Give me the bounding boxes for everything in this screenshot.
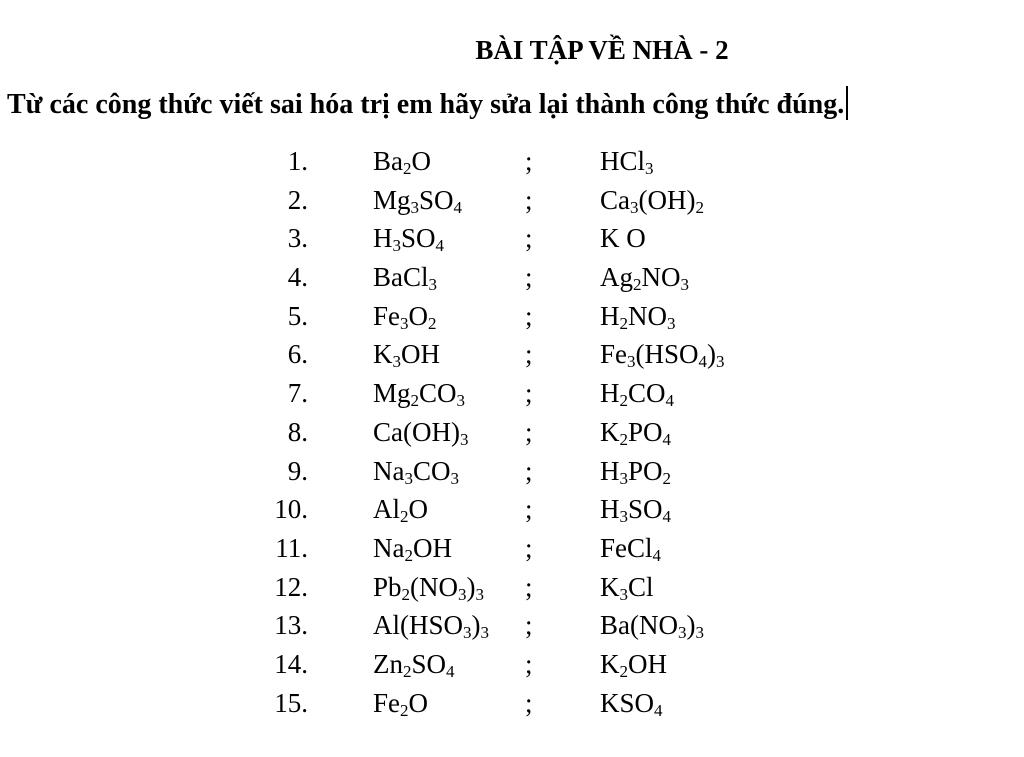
- formula-separator: ;: [525, 262, 533, 293]
- exercise-row: [0, 568, 1024, 607]
- exercise-row: [0, 219, 1024, 258]
- exercise-number: 4.: [287, 262, 308, 293]
- formula-separator: ;: [525, 610, 533, 641]
- formula-right: $Ca_3(OH)_2$: [600, 184, 704, 217]
- formula-right: $Ba(NO_3)_3$: [600, 610, 704, 643]
- formula-right: $K_2PO_4$: [600, 416, 672, 449]
- exercise-number: 12.: [274, 571, 308, 602]
- formula-left: $Zn_2SO_4$: [373, 648, 455, 681]
- text-cursor: [846, 86, 848, 120]
- instruction-label: Từ các công thức viết sai hóa trị em hãy sửa lại thành công thức đúng.: [7, 89, 845, 120]
- exercise-row: [0, 374, 1024, 413]
- formula-separator: ;: [525, 223, 533, 254]
- formula-right: FeCl$_4$: [600, 532, 662, 565]
- formula-separator: ;: [525, 416, 533, 447]
- exercise-number: 14.: [274, 648, 308, 679]
- formula-left: $Pb_2(NO_3)_3$: [373, 571, 485, 604]
- exercise-list: [0, 142, 1024, 722]
- formula-left: $H_3SO_4$: [373, 223, 445, 256]
- formula-left: BaCl$_3$: [373, 262, 438, 295]
- exercise-row: [0, 645, 1024, 684]
- formula-right: $H_3SO_4$: [600, 494, 672, 527]
- exercise-number: 2.: [287, 184, 308, 215]
- formula-left: $Mg_2CO_3$: [373, 378, 466, 411]
- exercise-number: 11.: [275, 532, 308, 563]
- formula-right: $KSO_4$: [600, 687, 663, 720]
- exercise-number: 10.: [274, 494, 308, 525]
- formula-left: $Mg_3SO_4$: [373, 184, 463, 217]
- exercise-row: [0, 413, 1024, 452]
- formula-separator: ;: [525, 494, 533, 525]
- instruction-text: [7, 86, 848, 124]
- exercise-row: [0, 335, 1024, 374]
- exercise-number: 6.: [287, 339, 308, 370]
- formula-left: $Al_2O$: [373, 494, 428, 527]
- formula-right: $K_2OH$: [600, 648, 667, 681]
- exercise-row: [0, 529, 1024, 568]
- formula-left: $K_3OH$: [373, 339, 440, 372]
- formula-separator: ;: [525, 339, 533, 370]
- formula-left: $Fe_2O$: [373, 687, 428, 720]
- exercise-number: 13.: [274, 610, 308, 641]
- exercise-row: [0, 181, 1024, 220]
- exercise-number: 8.: [287, 416, 308, 447]
- exercise-number: 7.: [287, 378, 308, 409]
- exercise-number: 9.: [287, 455, 308, 486]
- formula-right: $K_3Cl$: [600, 571, 654, 604]
- formula-separator: ;: [525, 571, 533, 602]
- formula-left: $Ca(OH)_3$: [373, 416, 469, 449]
- formula-left: $Ba_2O$: [373, 146, 431, 178]
- page-title: BÀI TẬP VỀ NHÀ - 2: [475, 35, 729, 65]
- formula-separator: ;: [525, 300, 533, 331]
- formula-right: $H_3PO_2$: [600, 455, 672, 488]
- exercise-row: [0, 142, 1024, 181]
- formula-separator: ;: [525, 532, 533, 563]
- formula-right: K O: [600, 223, 646, 254]
- formula-separator: ;: [525, 687, 533, 718]
- exercise-row: [0, 684, 1024, 723]
- formula-separator: ;: [525, 648, 533, 679]
- exercise-row: [0, 452, 1024, 491]
- formula-left: $Na_3CO_3$: [373, 455, 459, 488]
- exercise-row: [0, 258, 1024, 297]
- exercise-number: 3.: [287, 223, 308, 254]
- exercise-number: 5.: [287, 300, 308, 331]
- exercise-row: [0, 297, 1024, 336]
- formula-left: $Na_2OH$: [373, 532, 452, 565]
- formula-right: $Ag_2NO_3$: [600, 262, 689, 295]
- formula-right: $H_2NO_3$: [600, 300, 676, 333]
- formula-separator: ;: [525, 146, 533, 176]
- formula-separator: ;: [525, 378, 533, 409]
- formula-right: $H_2CO_4$: [600, 378, 675, 411]
- formula-right: HCl$_3$: [600, 146, 654, 178]
- exercise-row: [0, 490, 1024, 529]
- formula-separator: ;: [525, 184, 533, 215]
- formula-right: $Fe_3(HSO_4)_3$: [600, 339, 725, 372]
- exercise-number: 1.: [287, 146, 308, 176]
- exercise-number: 15.: [274, 687, 308, 718]
- formula-left: $Fe_3O_2$: [373, 300, 437, 333]
- exercise-row: [0, 606, 1024, 645]
- formula-separator: ;: [525, 455, 533, 486]
- formula-left: $Al(HSO_3)_3$: [373, 610, 490, 643]
